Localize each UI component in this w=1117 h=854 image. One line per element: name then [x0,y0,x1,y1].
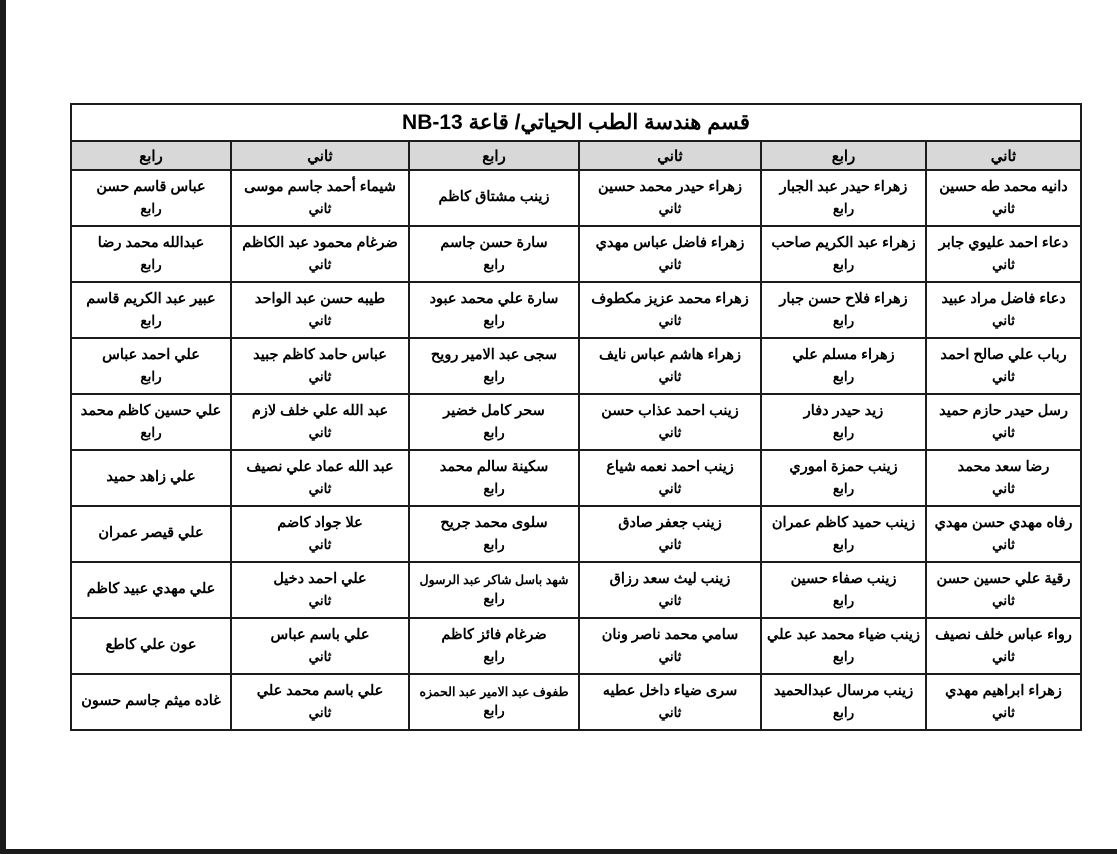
student-cell [409,226,579,282]
student-name: عباس قاسم حسن [96,179,206,195]
student-level: ثاني [658,704,682,720]
student-cell [231,226,409,282]
student-level: ثاني [658,368,682,384]
student-level: ثاني [308,256,332,272]
student-level: ثاني [308,480,332,496]
table-row [71,450,1081,506]
student-cell [761,338,926,394]
student-cell [71,562,231,618]
student-cell [761,562,926,618]
student-name: زهراء هاشم عباس نايف [598,347,742,363]
student-name: سحر كامل خضير [443,403,545,419]
student-cell [231,618,409,674]
student-cell [579,170,761,226]
student-name: علي قيصر عمران [98,525,204,542]
student-name: علي باسم عباس [270,627,370,643]
student-name: زهراء حيدر عبد الجبار [779,179,908,195]
student-level: ثاني [658,256,682,272]
student-level: ثاني [658,648,682,664]
student-level: ثاني [992,200,1015,216]
student-name: علي حسين كاظم محمد [80,403,222,419]
student-cell [71,506,231,562]
student-name: رفاه مهدي حسن مهدي [934,515,1073,531]
student-name: ضرغام محمود عبد الكاظم [242,235,398,251]
student-cell [231,562,409,618]
student-name: طفوف عبد الامير عبد الحمزه [419,684,569,699]
student-level: ثاني [992,704,1015,720]
student-name: زيد حيدر دفار [803,403,884,419]
student-cell [926,450,1081,506]
table-title: قسم هندسة الطب الحياتي/ قاعة NB-13 [71,104,1081,141]
table-row [71,674,1081,730]
student-level: ثاني [992,368,1015,384]
student-cell [409,674,579,730]
student-name: سارة علي محمد عبود [429,291,559,307]
student-level: ثاني [992,480,1015,496]
student-name: علي مهدي عبيد كاظم [86,581,216,598]
student-name: دعاء احمد عليوي جابر [938,235,1069,251]
student-level: رابع [832,536,855,552]
student-cell [71,338,231,394]
student-cell [231,338,409,394]
student-cell [761,282,926,338]
column-header-5: ثاني [231,141,409,170]
student-cell [409,394,579,450]
student-name: رواء عباس خلف نصيف [935,627,1072,643]
student-name: عبدالله محمد رضا [97,235,205,251]
student-cell [409,618,579,674]
student-level: رابع [832,592,855,608]
student-cell [579,394,761,450]
student-name: زهراء فاضل عباس مهدي [595,235,745,251]
student-cell [579,674,761,730]
student-level: ثاني [658,480,682,496]
student-name: رضا سعد محمد [957,459,1050,475]
student-level: ثاني [308,424,332,440]
student-cell [761,226,926,282]
student-cell [926,618,1081,674]
student-name: زهراء محمد عزيز مكطوف [591,291,749,307]
student-cell [926,226,1081,282]
student-cell [71,618,231,674]
student-name: علي احمد دخيل [273,571,367,587]
student-cell [926,338,1081,394]
student-name: علي باسم محمد علي [256,683,384,699]
student-cell [231,506,409,562]
student-level: ثاني [992,592,1015,608]
student-name: زهراء عبد الكريم صاحب [771,235,916,251]
student-name: ضرغام فائز كاظم [441,627,547,643]
table-row [71,226,1081,282]
student-level: رابع [483,703,505,719]
student-cell [409,282,579,338]
column-header-1: ثاني [926,141,1081,170]
student-level: رابع [483,312,505,328]
student-name: عباس حامد كاظم جبيد [253,347,387,363]
student-cell [579,618,761,674]
student-name: زهراء مسلم علي [792,347,895,363]
student-level: ثاني [992,536,1015,552]
student-level: ثاني [658,536,682,552]
student-cell [926,506,1081,562]
student-cell [579,226,761,282]
student-cell [926,562,1081,618]
table-row [71,618,1081,674]
student-name: سامي محمد ناصر ونان [601,627,739,643]
student-name: رباب علي صالح احمد [940,347,1067,363]
student-level: ثاني [308,648,332,664]
student-cell [579,282,761,338]
table-row [71,562,1081,618]
student-cell [71,394,231,450]
column-header-3: ثاني [579,141,761,170]
table-row [71,506,1081,562]
student-cell [761,618,926,674]
student-cell [71,674,231,730]
student-name: شهد باسل شاكر عبد الرسول [419,572,569,587]
student-level: ثاني [308,368,332,384]
student-name: عون علي كاطع [105,637,197,654]
student-level: رابع [832,312,855,328]
student-name: زينب مشتاق كاظم [438,189,550,206]
student-level: ثاني [308,704,332,720]
student-cell [409,562,579,618]
student-level: رابع [832,704,855,720]
student-level: رابع [140,368,162,384]
student-name: رقية علي حسين حسن [936,571,1071,587]
student-level: رابع [483,256,505,272]
student-cell [761,506,926,562]
student-cell [579,338,761,394]
column-header-6: رابع [71,141,231,170]
student-name: عبد الله علي خلف لازم [251,403,389,419]
student-name: زهراء ابراهيم مهدي [945,683,1062,699]
student-level: ثاني [992,256,1015,272]
student-name: علي زاهد حميد [106,469,196,486]
student-level: رابع [140,312,162,328]
student-name: غاده ميثم جاسم حسون [81,693,221,710]
student-cell [409,450,579,506]
student-cell [231,282,409,338]
student-name: عبير عبد الكريم قاسم [86,291,216,307]
scan-edge-bottom [0,849,1117,854]
student-name: سكينة سالم محمد [439,459,549,475]
student-level: رابع [140,200,162,216]
table-row [71,394,1081,450]
student-cell [761,450,926,506]
student-level: رابع [832,368,855,384]
student-cell [409,170,579,226]
scan-edge-left [0,0,6,854]
table-row [71,338,1081,394]
student-name: رسل حيدر حازم حميد [939,403,1068,419]
student-cell [761,170,926,226]
student-name: زينب مرسال عبدالحميد [773,683,914,699]
student-name: سجى عبد الامير رويح [430,347,558,363]
student-cell [231,170,409,226]
student-level: رابع [832,200,855,216]
student-level: رابع [140,256,162,272]
student-name: دانيه محمد طه حسين [939,179,1068,195]
student-cell [579,506,761,562]
student-level: ثاني [992,312,1015,328]
student-cell [926,394,1081,450]
student-level: ثاني [308,592,332,608]
student-name: زينب حمزة اموري [789,459,898,475]
student-cell [409,338,579,394]
student-level: ثاني [308,312,332,328]
student-cell [761,674,926,730]
student-name: زينب صفاء حسين [790,571,897,587]
student-level: رابع [140,424,162,440]
student-level: رابع [832,648,855,664]
student-name: زينب جعفر صادق [618,515,722,531]
student-level: ثاني [308,200,332,216]
student-level: رابع [832,424,855,440]
student-level: ثاني [308,536,332,552]
student-cell [579,450,761,506]
student-level: ثاني [658,312,682,328]
student-name: سلوى محمد جريح [440,515,548,531]
student-cell [761,394,926,450]
student-cell [71,450,231,506]
student-level: رابع [483,591,505,607]
student-cell [579,562,761,618]
student-level: رابع [483,536,505,552]
column-header-4: رابع [409,141,579,170]
student-name: طيبه حسن عبد الواحد [254,291,386,307]
student-name: زهراء فلاح حسن جبار [779,291,908,307]
student-level: رابع [483,480,505,496]
student-name: زينب احمد نعمه شياع [606,459,734,475]
student-name: دعاء فاضل مراد عبيد [941,291,1066,307]
student-cell [926,674,1081,730]
student-level: ثاني [658,200,682,216]
student-name: زينب احمد عذاب حسن [601,403,739,419]
student-level: ثاني [992,424,1015,440]
column-header-2: رابع [761,141,926,170]
title-row [71,104,1081,141]
student-level: رابع [832,480,855,496]
student-name: زينب ضياء محمد عبد علي [767,627,921,643]
student-cell [231,450,409,506]
student-cell [71,226,231,282]
student-name: سارة حسن جاسم [440,235,548,251]
student-cell [409,506,579,562]
table-row [71,282,1081,338]
student-level: ثاني [658,424,682,440]
student-cell [231,674,409,730]
students-roster-table [70,103,1082,731]
student-level: ثاني [658,592,682,608]
student-level: رابع [483,368,505,384]
student-cell [926,170,1081,226]
student-level: رابع [832,256,855,272]
student-name: زهراء حيدر محمد حسين [598,179,742,195]
student-name: زينب حميد كاظم عمران [771,515,916,531]
student-name: علي احمد عباس [102,347,200,363]
student-level: ثاني [992,648,1015,664]
student-name: عبد الله عماد علي نصيف [246,459,394,475]
student-name: شيماء أحمد جاسم موسى [244,179,396,195]
student-cell [71,282,231,338]
student-level: رابع [483,648,505,664]
student-name: علا جواد كاضم [277,515,363,531]
header-row [71,141,1081,170]
student-cell [231,394,409,450]
student-level: رابع [483,424,505,440]
student-cell [926,282,1081,338]
table-body [71,170,1081,730]
student-name: سرى ضياء داخل عطيه [602,683,738,699]
table-row [71,170,1081,226]
student-cell [71,170,231,226]
student-name: زينب ليث سعد رزاق [609,571,731,587]
